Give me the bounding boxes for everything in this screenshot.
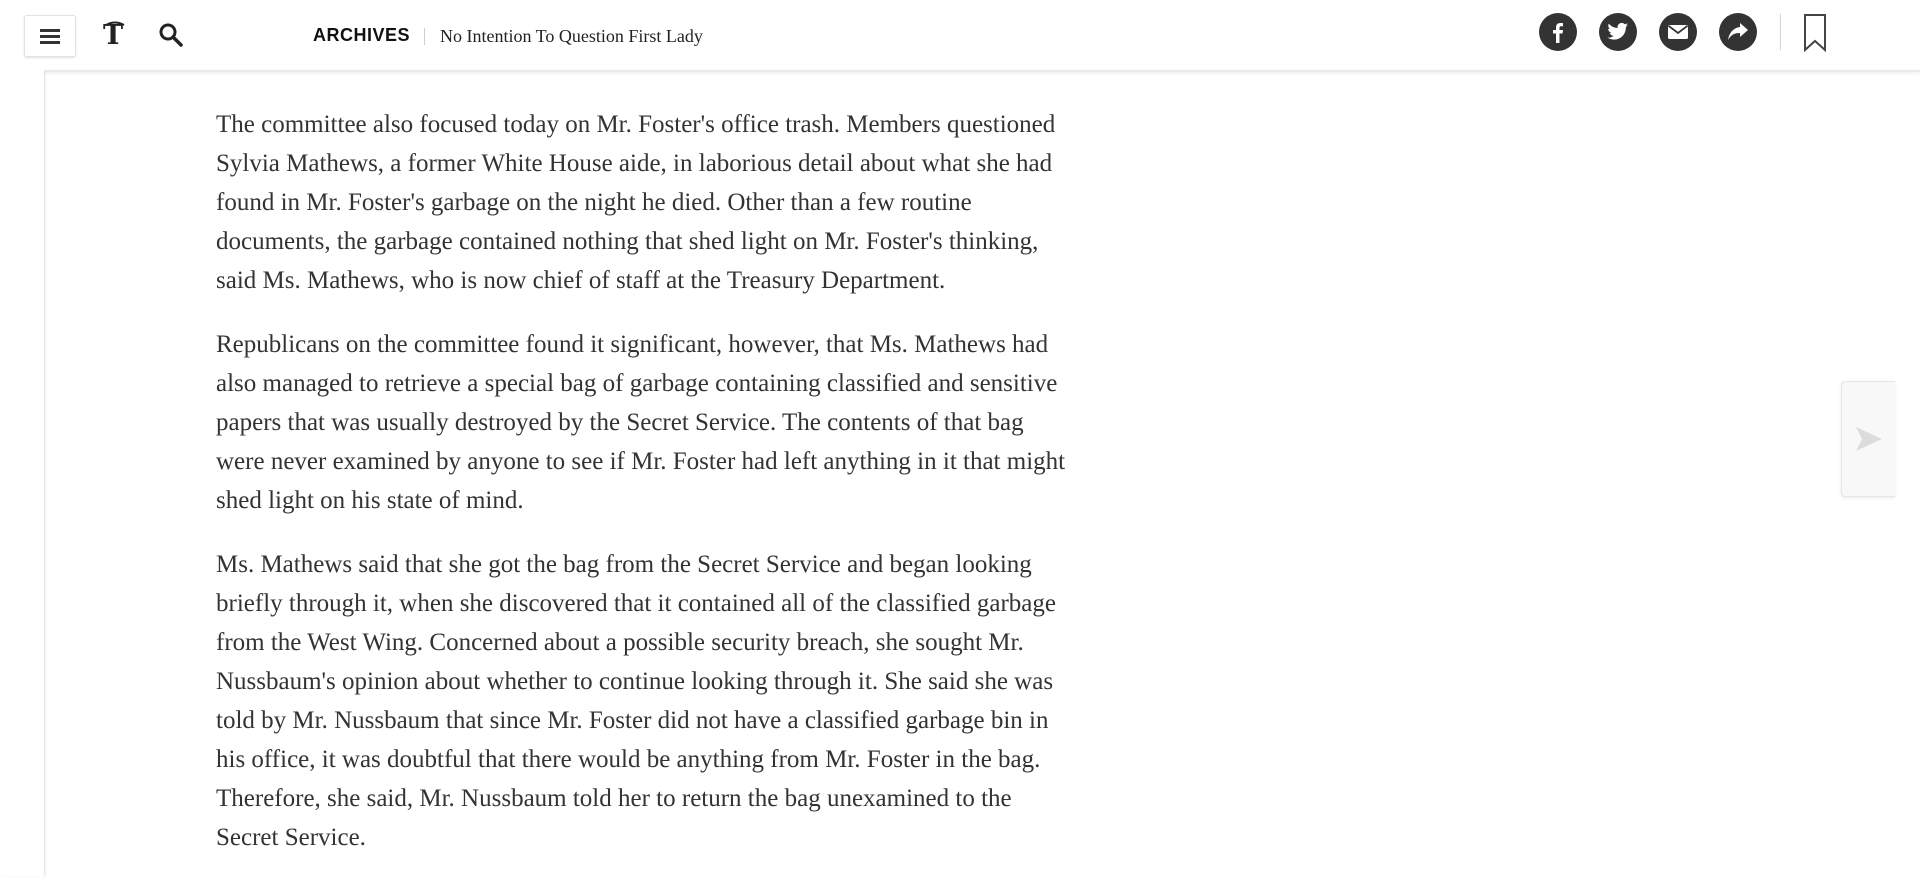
masthead-bar bbox=[0, 0, 1920, 71]
search-icon[interactable] bbox=[158, 22, 184, 48]
nyt-t-logo-icon[interactable] bbox=[102, 19, 128, 49]
article-headline: No Intention To Question First Lady bbox=[440, 26, 703, 46]
share-divider bbox=[1780, 14, 1781, 50]
share-arrow-icon bbox=[1727, 22, 1749, 42]
twitter-icon bbox=[1607, 22, 1629, 42]
share-email-button[interactable] bbox=[1659, 13, 1697, 51]
section-label[interactable]: ARCHIVES bbox=[313, 25, 411, 45]
facebook-icon bbox=[1548, 21, 1568, 43]
email-icon bbox=[1667, 24, 1689, 40]
article-body bbox=[216, 105, 1076, 882]
share-twitter-button[interactable] bbox=[1599, 13, 1637, 51]
hamburger-menu-icon bbox=[40, 29, 60, 44]
bookmark-icon[interactable] bbox=[1802, 13, 1828, 53]
svg-text:T: T bbox=[103, 20, 124, 49]
sections-menu-button[interactable] bbox=[24, 15, 76, 57]
share-facebook-button[interactable] bbox=[1539, 13, 1577, 51]
header-divider bbox=[424, 28, 425, 45]
left-rail bbox=[0, 56, 45, 876]
masthead-shadow bbox=[44, 70, 1920, 72]
share-more-button[interactable] bbox=[1719, 13, 1757, 51]
article-paragraph: Republicans on the committee found it significant, however, that Ms. Mathews had also managed to retrieve a special bag of garbage containing classified and sensitive papers that was usually destroyed by the Secret Service. The contents of that bag were never examined by anyone to see if Mr. Foster had left anything in it that might shed light on his state of mind. bbox=[216, 331, 1066, 514]
article-paragraph: Ms. Mathews said that she got the bag from the Secret Service and began looking briefly through it, when she discovered that it contained all of the classified garbage from the West Wing. Concerned about a possible security breach, she sought Mr. Nussbaum's opinion about whether to continue looking through it. She said she was told by Mr. Nussbaum that since Mr. Foster did not have a classified garbage bin in his office, it was doubtful that there would be anything from Mr. Foster in the bag. Therefore, she said, Mr. Nussbaum told her to return the bag unexamined to the Secret Service. bbox=[216, 551, 1057, 851]
next-article-button[interactable] bbox=[1841, 381, 1895, 497]
next-arrow-icon bbox=[1854, 425, 1884, 453]
article-paragraph: The committee also focused today on Mr. Foster's office trash. Members questioned Sylvia Mathews, a former White House aide, in laborious detail about what she had found in Mr. Foster's garbage on the night he died. Other than a few routine documents, the garbage contained nothing that shed light on Mr. Foster's thinking, said Ms. Mathews, who is now chief of staff at the Treasury Department. bbox=[216, 111, 1056, 294]
